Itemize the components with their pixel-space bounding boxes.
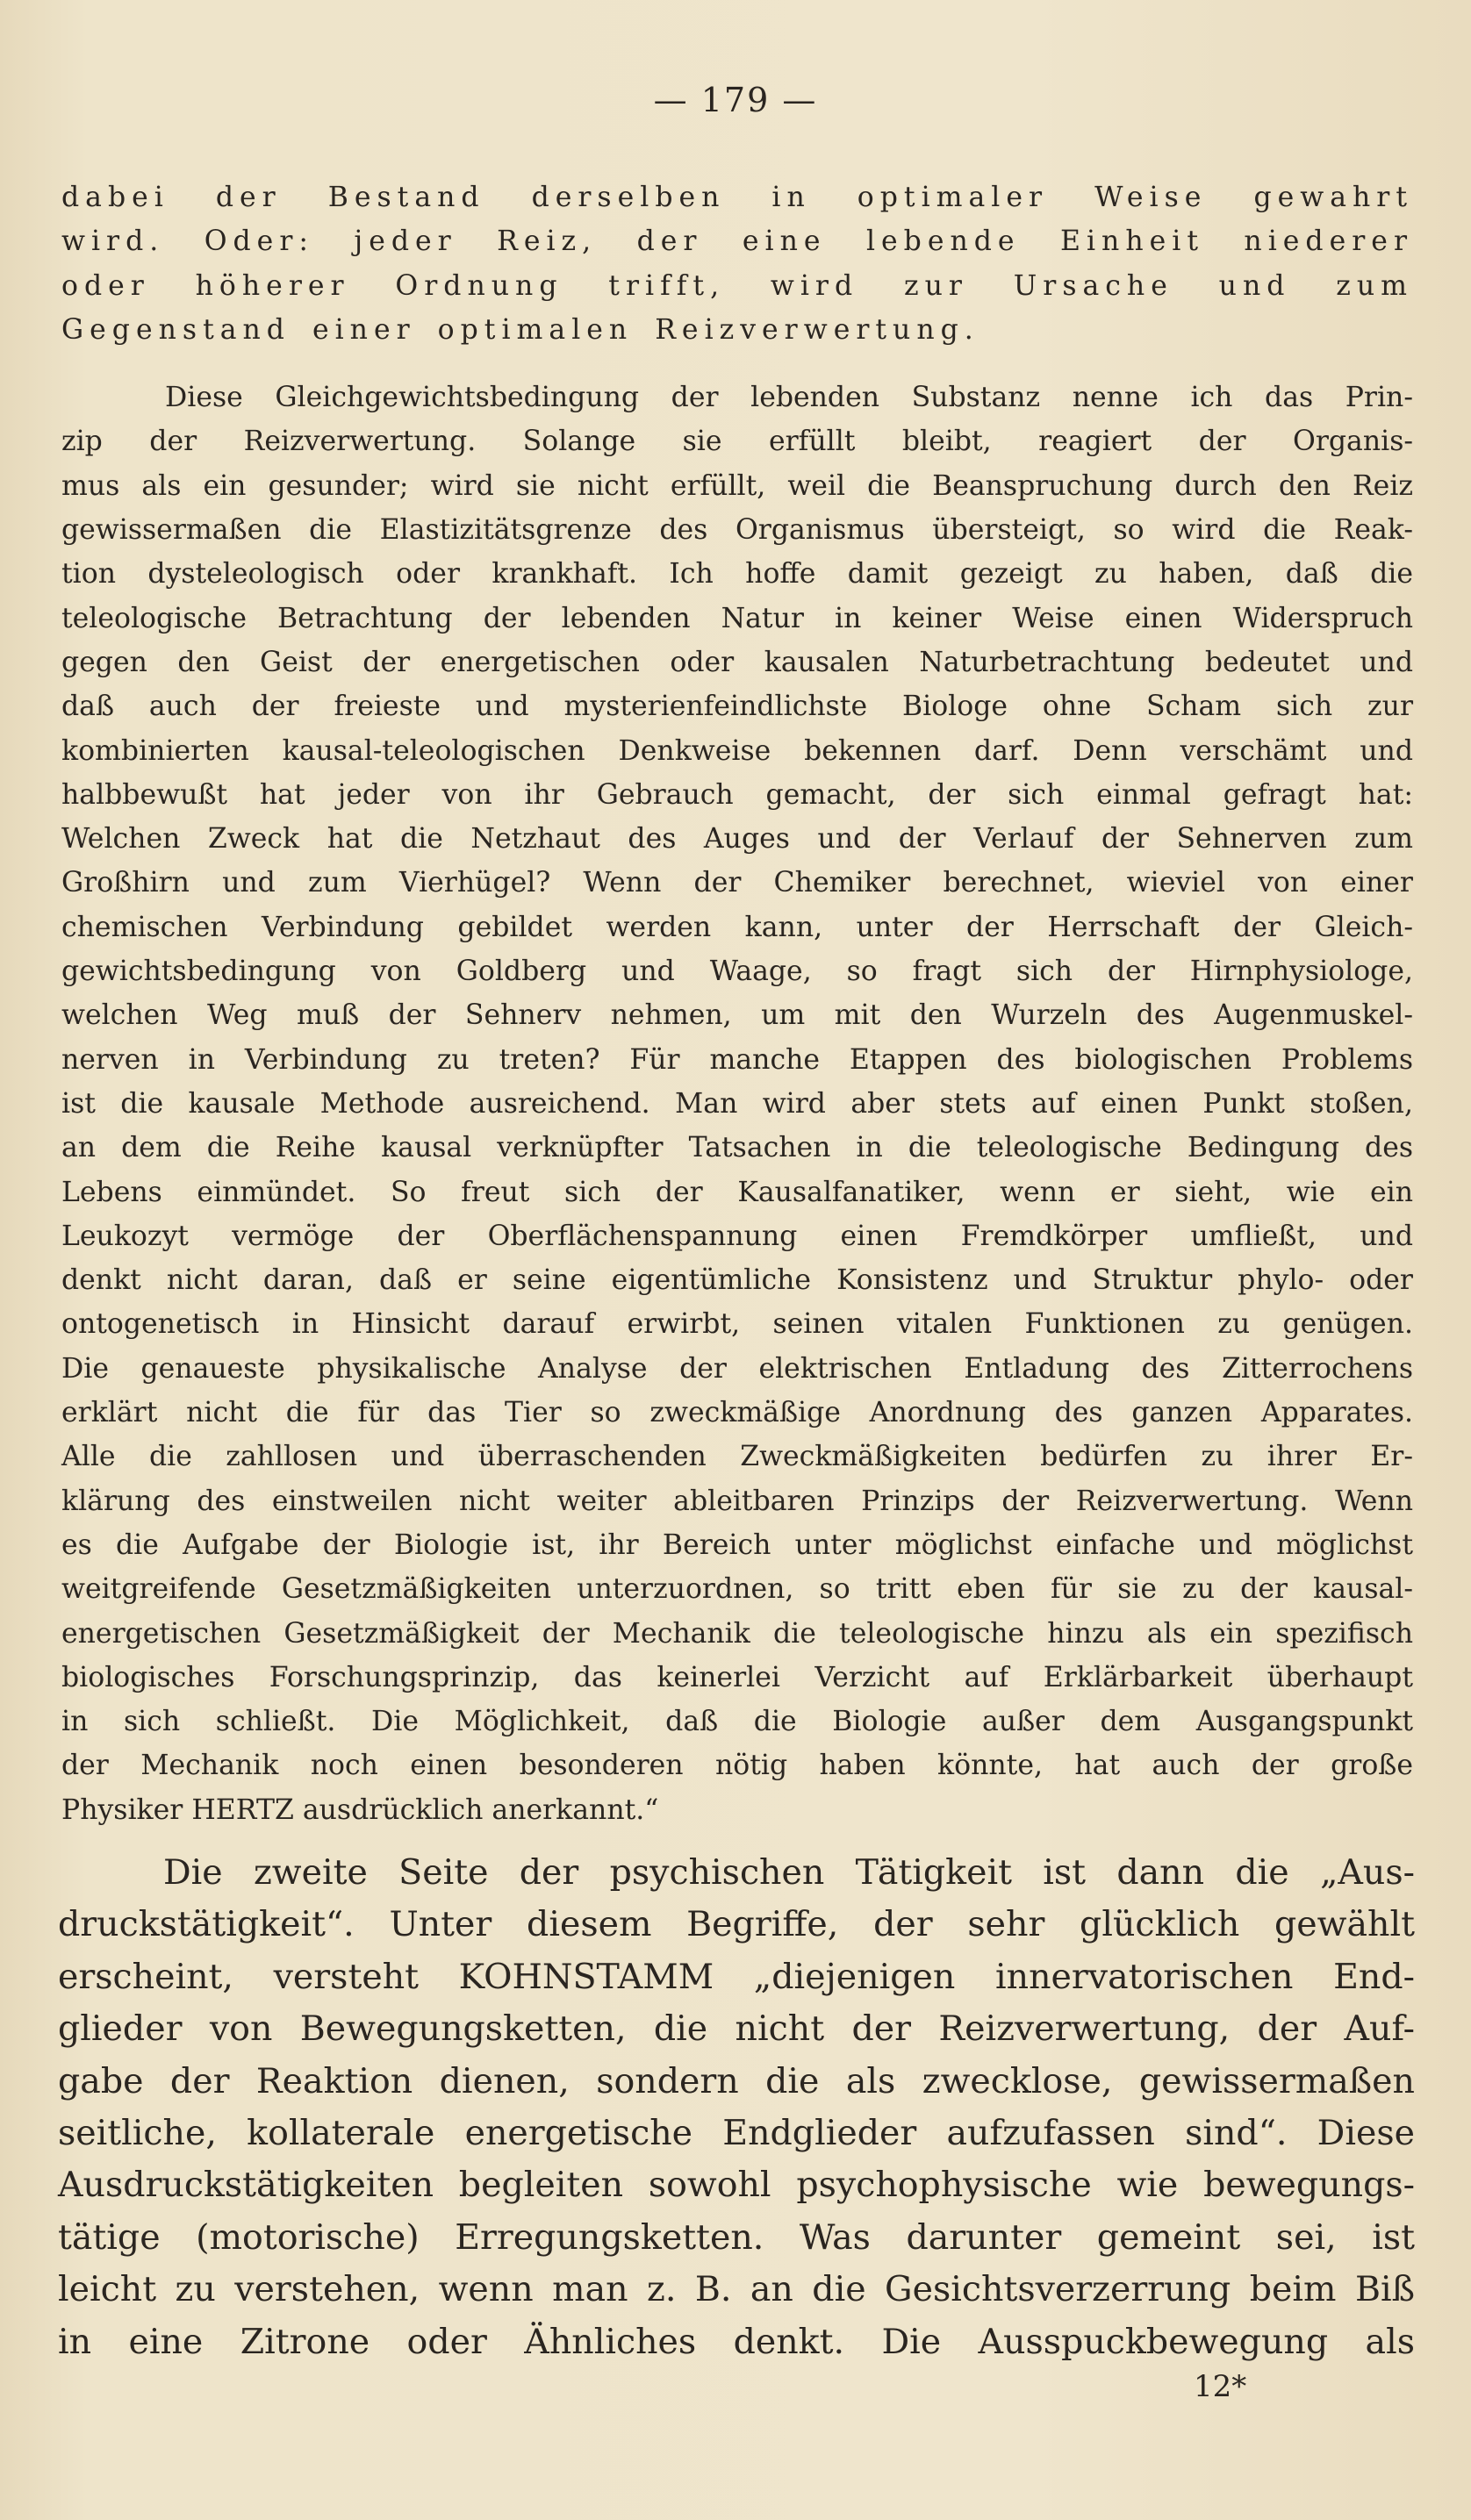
text-line: tätige (motorische) Erregungsketten. Was darunter gemeint sei, ist	[58, 2216, 1415, 2258]
text-line: teleologische Betrachtung der lebenden Natur in keiner Weise einen Widerspruch	[61, 602, 1413, 634]
text-line: Welchen Zweck hat die Netzhaut des Auges und der Verlauf der Sehnerven zum	[61, 823, 1413, 856]
text-line: gabe der Reaktion dienen, sondern die als zwecklose, gewissermaßen	[58, 2060, 1415, 2101]
text-line: biologisches Forschungsprinzip, das keinerlei Verzicht auf Erklärbarkeit überhaupt	[61, 1661, 1413, 1693]
text-line: chemischen Verbindung gebildet werden kann, unter der Herrschaft der Gleich-	[61, 911, 1413, 943]
text-line: Die zweite Seite der psychischen Tätigkeit ist dann die „Aus-	[163, 1852, 1415, 1893]
text-line: mus als ein gesunder; wird sie nicht erfüllt, weil die Beanspruchung durch den Reiz	[61, 469, 1413, 502]
text-line: oder höherer Ordnung trifft, wird zur Ursache und zum	[61, 269, 1413, 302]
text-line: gewichtsbedingung von Goldberg und Waage, so fragt sich der Hirnphysiologe,	[61, 956, 1413, 988]
text-line: gegen den Geist der energetischen oder kausalen Naturbetrachtung bedeutet und	[61, 646, 1413, 678]
quoted-passage	[61, 175, 1413, 1832]
text-line: glieder von Bewegungsketten, die nicht der Reizverwertung, der Auf-	[58, 2008, 1415, 2050]
text-line: denkt nicht daran, daß er seine eigentümliche Konsistenz und Struktur phylo- oder	[61, 1264, 1413, 1297]
page-number: — 179 —	[653, 81, 818, 119]
text-line: an dem die Reihe kausal verknüpfter Tatsachen in die teleologische Bedingung des	[61, 1132, 1413, 1164]
text-line: gewissermaßen die Elastizitätsgrenze des Organismus übersteigt, so wird die Reak-	[61, 514, 1413, 547]
text-line: nerven in Verbindung zu treten? Für manche Etappen des biologischen Problems	[61, 1043, 1413, 1076]
quote-paragraph-1	[61, 175, 1413, 352]
text-line: erklärt nicht die für das Tier so zweckmäßige Anordnung des ganzen Apparates.	[61, 1397, 1413, 1429]
text-line: Gegenstand einer optimalen Reizverwertung.	[61, 313, 979, 346]
signature-mark: 12*	[1194, 2369, 1247, 2404]
text-line: kombinierten kausal-teleologischen Denkweise bekennen darf. Denn verschämt und	[61, 734, 1413, 767]
text-line: tion dysteleologisch oder krankhaft. Ich hoffe damit gezeigt zu haben, daß die	[61, 558, 1413, 591]
text-line: ist die kausale Methode ausreichend. Man wird aber stets auf einen Punkt stoßen,	[61, 1087, 1413, 1120]
text-line: Alle die zahllosen und überraschenden Zweckmäßigkeiten bedürfen zu ihrer Er-	[61, 1441, 1413, 1473]
text-line: energetischen Gesetzmäßigkeit der Mechanik die teleologische hinzu als ein spezifisch	[61, 1617, 1413, 1650]
text-line: Leukozyt vermöge der Oberflächenspannung einen Fremdkörper umfließt, und	[61, 1220, 1413, 1252]
text-line: halbbewußt hat jeder von ihr Gebrauch gemacht, der sich einmal gefragt hat:	[61, 778, 1413, 811]
text-line: Die genaueste physikalische Analyse der elektrischen Entladung des Zitterrochens	[61, 1352, 1413, 1385]
text-line: daß auch der freieste und mysterienfeindlichste Biologe ohne Scham sich zur	[61, 691, 1413, 723]
text-line: in sich schließt. Die Möglichkeit, daß die Biologie außer dem Ausgangspunkt	[61, 1706, 1413, 1738]
text-line: in eine Zitrone oder Ähnliches denkt. Die Ausspuckbewegung als	[58, 2321, 1415, 2362]
text-line: welchen Weg muß der Sehnerv nehmen, um mit den Wurzeln des Augenmuskel-	[61, 999, 1413, 1032]
text-line: dabei der Bestand derselben in optimaler Weise gewahrt	[61, 182, 1413, 213]
text-line: weitgreifende Gesetzmäßigkeiten unterzuordnen, so tritt eben für sie zu der kausal-	[61, 1573, 1413, 1606]
text-line: Physiker HERTZ ausdrücklich anerkannt.“	[61, 1793, 659, 1826]
text-line: klärung des einstweilen nicht weiter ableitbaren Prinzips der Reizverwertung. Wenn	[61, 1485, 1413, 1517]
text-line: Diese Gleichgewichtsbedingung der lebenden Substanz nenne ich das Prin-	[165, 382, 1413, 414]
text-line: Großhirn und zum Vierhügel? Wenn der Chemiker berechnet, wieviel von einer	[61, 867, 1413, 899]
text-line: seitliche, kollaterale energetische Endglieder aufzufassen sind“. Diese	[58, 2113, 1415, 2154]
text-line: Lebens einmündet. So freut sich der Kausalfanatiker, wenn er sieht, wie ein	[61, 1176, 1413, 1208]
quote-paragraph-2	[61, 376, 1413, 1832]
text-line: wird. Oder: jeder Reiz, der eine lebende Einheit niederer	[61, 226, 1413, 258]
text-line: ontogenetisch in Hinsicht darauf erwirbt, seinen vitalen Funktionen zu genügen.	[61, 1308, 1413, 1341]
text-line: leicht zu verstehen, wenn man z. B. an die Gesichtsverzerrung beim Biß	[58, 2269, 1415, 2310]
main-paragraph	[58, 1847, 1415, 2368]
text-line: es die Aufgabe der Biologie ist, ihr Bereich unter möglichst einfache und möglichst	[61, 1528, 1413, 1561]
text-line: zip der Reizverwertung. Solange sie erfüllt bleibt, reagiert der Organis-	[61, 426, 1413, 458]
text-line: Ausdruckstätigkeiten begleiten sowohl psychophysische wie bewegungs-	[58, 2165, 1415, 2206]
text-line: druckstätigkeit“. Unter diesem Begriffe, der sehr glücklich gewählt	[58, 1904, 1415, 1945]
text-line: erscheint, versteht KOHNSTAMM „diejenigen innervatorischen End-	[58, 1956, 1415, 1997]
text-line: der Mechanik noch einen besonderen nötig haben könnte, hat auch der große	[61, 1750, 1413, 1782]
